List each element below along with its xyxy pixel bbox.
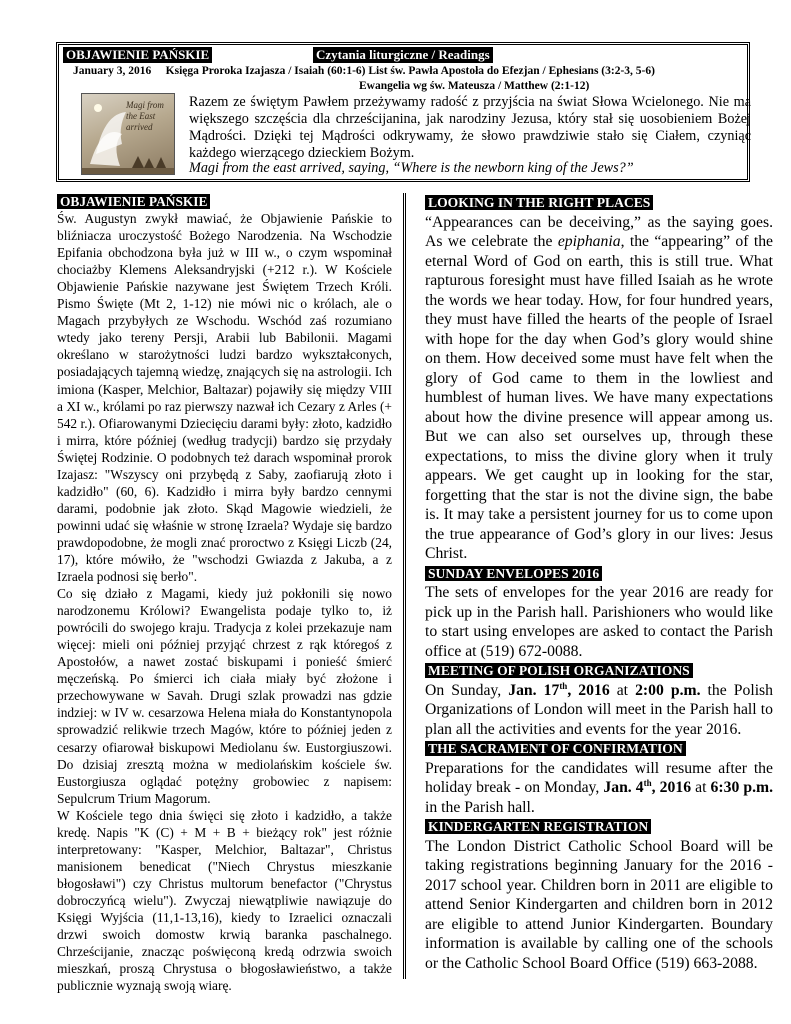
column-divider (403, 193, 406, 979)
left-paragraph-1: Św. Augustyn zwykł mawiać, że Objawienie Pańskie to bliźniacza uroczystość Bożego Narodzenia. Na Wschodzie Epifania obchodzona była już w III w., o czym wspominał chociażby Klemens Aleksandryjski (+212 r.). W Kościele Objawienie Pańskie nazywane jest Świętem Trzech Króli. Pismo Święte (Mt 2, 1-12) nie mówi nic o królach, ale o Magach przybyłych ze Wschodu. Wschód zaś rozumiano wtedy jako tereny Persji, Arabii lub Babilonii. Magami określano w starożytności ludzi bardzo wykształconych, posiadających tajemną wiedzę, znających się na astrologii. Ich imiona (Kasper, Melchior, Baltazar) pojawiły się między VIII a XI w., królami po raz pierwszy nazwał ich Cezary z Arles (+ 542 r.). Ofiarowanymi Dziecięciu darami były: złoto, kadzidło i mirra, które później (według tradycji) bardzo się przydały Świętej Rodzinie. O podobnych też darach wspominał prorok Izajasz: "Wszyscy oni przybędą z Saby, zaofiarują złoto i kadzidło" (60, 6). Kadzidło i mirra były bardzo cennymi darami, podobnie jak złoto. Skąd Magowie wiedzieli, że powinni udać się właśnie w stronę Izraela? Wydaje się bardzo prawdopodobne, że mogli znać proroctwo z Księgi Liczb (24, 17), które mówiło, że "wschodzi Gwiazda z Jakuba, a z Izraela podnosi się berło". (57, 211, 392, 585)
meeting-date-sup: th (559, 680, 568, 691)
section-meeting (425, 661, 773, 739)
looking-text-a: “Appearances can be deceiving,” as the saying goes. As we celebrate the (425, 213, 773, 250)
section-kindergarten (425, 817, 773, 973)
header-magi-quote: Magi from the east arrived, saying, “Where is the newborn king of the Jews?” (189, 160, 634, 176)
confirmation-text-a: Preparations for the candidates will resume after the holiday break - on Monday, (425, 759, 773, 796)
meeting-heading: MEETING OF POLISH ORGANIZATIONS (425, 663, 693, 678)
looking-heading: LOOKING IN THE RIGHT PLACES (425, 195, 653, 210)
readings-title: Czytania liturgiczne / Readings (313, 47, 493, 63)
envelopes-heading: SUNDAY ENVELOPES 2016 (425, 566, 602, 581)
header-title: OBJAWIENIE PAŃSKIE (63, 47, 212, 63)
header-date: January 3, 2016 (73, 65, 152, 77)
envelopes-text: The sets of envelopes for the year 2016 are ready for pick up in the Parish hall. Parishioners who would like to start using envelopes are asked to contact the Parish office at (519) 672-0088. (425, 584, 773, 660)
kindergarten-heading: KINDERGARTEN REGISTRATION (425, 819, 651, 834)
left-paragraph-3: W Kościele tego dnia święci się złoto i kadzidło, a także kredę. Napis "K (C) + M + B + bieżący rok" jest różnie interpretowany: "Kasper, Melchior, Baltazar", Christus manisionem benedicat ("Niech Chrystus mieszkanie błogosławi") czy Christus multorum benefactor ("Chrystus dobroczyńcą wielu"). Zwyczaj niewątpliwie nawiązuje do Księgi Wyjścia (11,1-13,16), kiedy to Izraelici oznaczali drzwi swoich domostw krwią baranka paschalnego. Chrześcijanie, znacząc poświęconą kredą odrzwia swoich mieszkań, proszą Chrystusa o błogosławieństwo, a także publicznie wyznają swoją wiarę. (57, 807, 392, 994)
readings-list: Księga Proroka Izajasza / Isaiah (60:1-6) List św. Pawła Apostoła do Efezjan / Ephesians (3:2-3, 5-6) (165, 65, 655, 77)
confirmation-time: 6:30 p.m. (710, 779, 773, 796)
section-confirmation (425, 739, 773, 817)
confirmation-text-c: in the Parish hall. (425, 798, 535, 816)
confirmation-text (425, 759, 773, 818)
looking-text-b: , the “appearing” of the eternal Word of God on earth, this is still true. What rapturous foresight must have filled Isaiah as he wrote the words we hear today. How, for four hundred years, they must have filled the hearts of the people of Israel with hope for the day when God’s glory would shine on them. How deceived some must have felt when the glory of God came to them in the lowliest and humblest of human lives. We have many expectations about how the divine presence will appear among us. But we can also set ourselves up, through these expectations, to miss the divine glory when it truly appears. We get caught up in looking for the star, forgetting that the star is not the divine sign, the babe is. It may take a persistent journey for us to come upon the true appearance of God’s glory in our lives: Jesus Christ. (425, 233, 773, 562)
meeting-date-year: , 2016 (567, 681, 610, 699)
readings-header-box (56, 42, 750, 182)
header-title-row (63, 47, 743, 63)
looking-text (425, 213, 773, 564)
confirmation-text-b: at (691, 779, 711, 796)
right-column (425, 193, 773, 973)
left-column (57, 193, 392, 994)
meeting-text-a: On Sunday, (425, 681, 509, 699)
gospel-line: Ewangelia wg św. Mateusza / Matthew (2:1-12) (359, 80, 590, 92)
left-column-heading: OBJAWIENIE PAŃSKIE (57, 194, 210, 209)
confirmation-date-year: , 2016 (651, 779, 692, 796)
confirmation-heading: THE SACRAMENT OF CONFIRMATION (425, 741, 686, 756)
magi-image (81, 93, 175, 175)
meeting-text (425, 681, 773, 740)
confirmation-date-sup: th (643, 777, 652, 788)
kindergarten-text: The London District Catholic School Board will be taking registrations beginning January for the 2016 - 2017 school year. Children born in 2011 are eligible to attend Senior Kindergarten and children born in 2012 are eligible to attend Junior Kindergarten. Boundary information is available by calling one of the schools or the Catholic School Board Office (519) 663-2088. (425, 837, 773, 972)
meeting-text-c: the Polish Organizations of London will meet in the Parish hall to plan all the activities and events for the year 2016. (425, 681, 773, 738)
magi-image-caption: Magi from the East arrived (126, 100, 164, 132)
looking-text-emphasis: epiphania (557, 233, 621, 250)
meeting-date-main: Jan. 17 (508, 681, 560, 699)
meeting-time: 2:00 p.m. (635, 681, 701, 699)
meeting-date (508, 682, 609, 699)
readings-line (73, 65, 655, 77)
left-paragraph-2: Co się działo z Magami, kiedy już pokłonili się nowo narodzonemu Królowi? Ewangelista podaje tylko to, iż powrócili do swojego kraju. Tradycja z kolei przekazuje nam więcej: mieli oni później przyjąć chrzest z rąk któregoś z Apostołów, a nawet zostać biskupami i ponieść śmierć męczeńską. Po śmierci ich ciała miały być złożone i przechowywane w Savah. Drugi szlak prowadzi nas gdzie indziej: w IV w. cesarzowa Helena miała do Konstantynopola sprowadzić relikwie trzech Magów, które to później jeden z cesarzy ofiarował biskupowi Mediolanu św. Eustorgiuszowi. Do dzisiaj zresztą można w mediolańskim kościele św. Eustorgiusza oglądać potężny grobowiec z napisem: Sepulcrum Trium Magorum. (57, 586, 392, 806)
confirmation-date-main: Jan. 4 (603, 779, 644, 796)
header-intro-text: Razem ze świętym Pawłem przeżywamy radość z przyjścia na świat Słowa Wcielonego. Nie ma większego szczęścia dla chrześcijanina, jak narodziny Jezusa, który stał się uosobieniem Bożej Mądrości. Dzięki tej Mądrości odkrywamy, że słowo prawdziwie stało się Ciałem, czyniąc każdego wierzącego dzieckiem Bożym. (189, 94, 751, 161)
section-envelopes (425, 564, 773, 662)
confirmation-date (603, 779, 691, 796)
section-looking (425, 193, 773, 564)
meeting-text-b: at (609, 681, 636, 699)
